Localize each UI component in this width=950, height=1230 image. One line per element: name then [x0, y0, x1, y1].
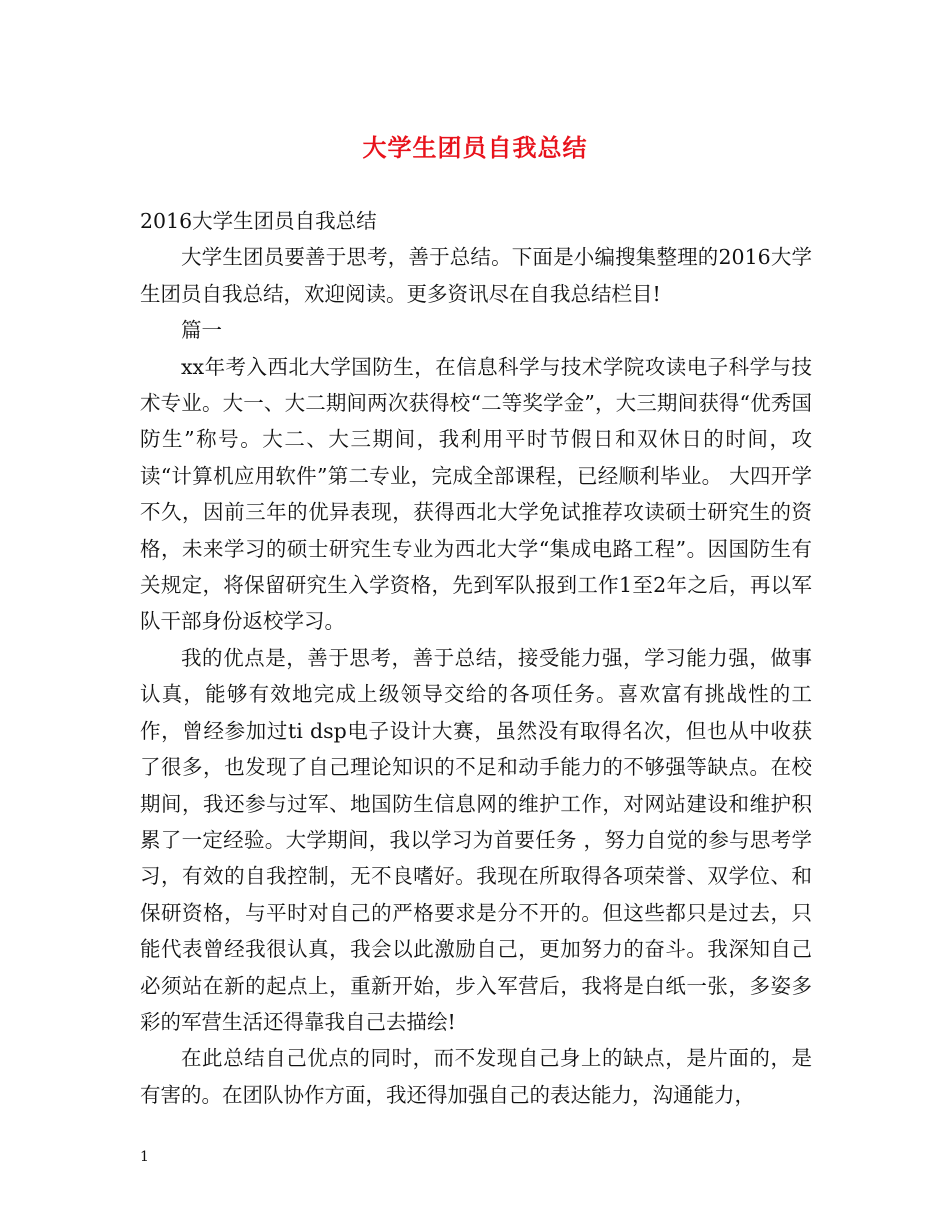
body-paragraph: xx年考入西北大学国防生，在信息科学与技术学院攻读电子科学与技术专业。大一、大二期间两次获得校“二等奖学金”，大三期间获得“优秀国防生”称号。大二、大三期间，我利用平时节假日和双休日的时间，攻读“计算机应用软件”第二专业，完成全部课程，已经顺利毕业。 大四开学不久，因前三年的优异表现，获得西北大学免试推荐攻读硕士研究生的资格，未来学习的硕士研究生专业为西北大学“集成电路工程”。因国防生有关规定，将保留研究生入学资格，先到军队报到工作1至2年之后，再以军队干部身份返校学习。	[140, 354, 812, 634]
subtitle-paragraph: 2016大学生团员自我总结	[140, 209, 377, 233]
document-body	[140, 203, 812, 1113]
body-paragraph: 在此总结自己优点的同时，而不发现自己身上的缺点，是片面的，是有害的。在团队协作方面，我还得加强自己的表达能力，沟通能力，	[140, 1046, 812, 1107]
intro-paragraph: 大学生团员要善于思考，善于总结。下面是小编搜集整理的2016大学生团员自我总结，欢迎阅读。更多资讯尽在自我总结栏目!	[140, 245, 812, 306]
section-heading: 篇一	[181, 318, 222, 343]
page-number: 1	[140, 1149, 149, 1165]
document-title: 大学生团员自我总结	[362, 134, 588, 162]
body-paragraph: 我的优点是，善于思考，善于总结，接受能力强，学习能力强，做事认真，能够有效地完成上级领导交给的各项任务。喜欢富有挑战性的工作，曾经参加过ti dsp电子设计大赛，虽然没有取得名次，但也从中收获了很多，也发现了自己理论知识的不足和动手能力的不够强等缺点。在校期间，我还参与过军、地国防生信息网的维护工作，对网站建设和维护积累了一定经验。大学期间，我以学习为首要任务 ，努力自觉的参与思考学习，有效的自我控制，无不良嗜好。我现在所取得各项荣誉、双学位、和保研资格，与平时对自己的严格要求是分不开的。但这些都只是过去，只能代表曾经我很认真，我会以此激励自己，更加努力的奋斗。我深知自己必须站在新的起点上，重新开始，步入军营后，我将是白纸一张，多姿多彩的军营生活还得靠我自己去描绘!	[140, 645, 812, 1034]
